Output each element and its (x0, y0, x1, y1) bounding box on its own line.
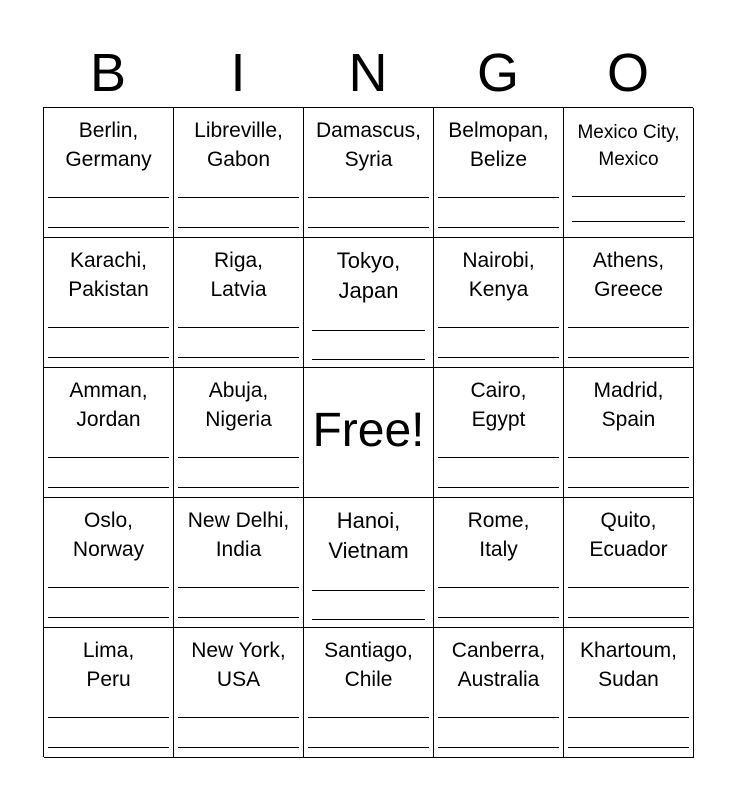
cell-label: Belmopan, Belize (448, 119, 549, 171)
answer-line (438, 747, 559, 748)
bingo-cell (434, 498, 564, 628)
cell-label: Berlin, Germany (65, 119, 152, 171)
cell-label: New York, USA (191, 639, 286, 691)
bingo-cell (44, 368, 174, 498)
answer-line (568, 357, 689, 358)
answer-line (308, 227, 429, 228)
header-letter-b: B (89, 43, 127, 103)
answer-line (48, 747, 169, 748)
cell-label: Amman, Jordan (69, 379, 148, 431)
answer-line (438, 587, 559, 588)
cell-label: Libreville, Gabon (194, 119, 283, 171)
answer-line (568, 587, 689, 588)
answer-line (178, 747, 299, 748)
bingo-cell (44, 108, 174, 238)
answer-line (48, 587, 169, 588)
bingo-cell (174, 498, 304, 628)
answer-line (48, 617, 169, 618)
bingo-cell (564, 628, 694, 758)
bingo-cell (434, 238, 564, 368)
answer-line (48, 717, 169, 718)
answer-line (438, 327, 559, 328)
bingo-cell (564, 368, 694, 498)
answer-line (568, 747, 689, 748)
cell-label: Cairo, Egypt (470, 379, 527, 431)
answer-line (308, 197, 429, 198)
answer-line (568, 327, 689, 328)
bingo-cell (44, 498, 174, 628)
cell-label: New Delhi, India (187, 509, 290, 561)
bingo-cell (434, 108, 564, 238)
free-space-label: Free! (312, 404, 425, 457)
answer-line (178, 587, 299, 588)
answer-line (438, 357, 559, 358)
bingo-cell (174, 238, 304, 368)
answer-line (48, 327, 169, 328)
answer-line (568, 457, 689, 458)
answer-line (438, 487, 559, 488)
answer-line (568, 487, 689, 488)
bingo-cell (174, 368, 304, 498)
cell-label: Abuja, Nigeria (205, 379, 272, 431)
answer-line (438, 227, 559, 228)
answer-line (178, 717, 299, 718)
bingo-cell (304, 108, 434, 238)
cell-label: Hanoi, Vietnam (328, 508, 409, 563)
answer-line (312, 359, 425, 360)
cell-label: Nairobi, Kenya (462, 249, 535, 301)
bingo-cell (304, 628, 434, 758)
answer-line (312, 619, 425, 620)
answer-line (178, 327, 299, 328)
cell-label: Athens, Greece (592, 249, 665, 301)
bingo-cell (304, 238, 434, 368)
cell-label: Tokyo, Japan (336, 248, 401, 303)
answer-line (178, 197, 299, 198)
answer-line (308, 747, 429, 748)
free-space-cell (304, 368, 434, 498)
answer-line (312, 330, 425, 331)
cell-label: Riga, Latvia (210, 249, 267, 301)
header-letter-n: N (348, 43, 388, 103)
bingo-cell (174, 108, 304, 238)
cell-label: Khartoum, Sudan (580, 639, 677, 691)
cell-label: Lima, Peru (82, 639, 135, 691)
bingo-cell (434, 368, 564, 498)
bingo-cell (564, 238, 694, 368)
cell-label: Rome, Italy (467, 509, 530, 561)
cell-label: Oslo, Norway (72, 509, 145, 561)
bingo-header (43, 40, 693, 106)
bingo-cell (44, 628, 174, 758)
cell-label: Canberra, Australia (451, 639, 546, 691)
answer-line (572, 221, 685, 222)
cell-label: Santiago, Chile (324, 639, 413, 691)
cell-label: Mexico City, Mexico (577, 122, 680, 170)
cell-label: Quito, Ecuador (589, 509, 668, 561)
answer-line (48, 457, 169, 458)
answer-line (48, 487, 169, 488)
answer-line (312, 590, 425, 591)
bingo-cell (564, 108, 694, 238)
bingo-cell (564, 498, 694, 628)
cell-label: Damascus, Syria (315, 119, 422, 171)
header-letter-g: G (476, 43, 519, 103)
bingo-cell (174, 628, 304, 758)
answer-line (438, 617, 559, 618)
answer-line (438, 717, 559, 718)
answer-line (568, 717, 689, 718)
bingo-grid (43, 107, 693, 757)
answer-line (438, 197, 559, 198)
answer-line (178, 617, 299, 618)
cell-label: Madrid, Spain (593, 379, 664, 431)
bingo-cell (304, 498, 434, 628)
header-letter-i: I (230, 43, 246, 103)
answer-line (178, 487, 299, 488)
bingo-cell (44, 238, 174, 368)
answer-line (178, 357, 299, 358)
answer-line (178, 457, 299, 458)
bingo-cell (434, 628, 564, 758)
cell-label: Karachi, Pakistan (68, 249, 149, 301)
answer-line (48, 227, 169, 228)
answer-line (572, 196, 685, 197)
answer-line (48, 357, 169, 358)
answer-line (308, 717, 429, 718)
answer-line (48, 197, 169, 198)
answer-line (568, 617, 689, 618)
answer-line (438, 457, 559, 458)
answer-line (178, 227, 299, 228)
header-letter-o: O (606, 43, 649, 103)
